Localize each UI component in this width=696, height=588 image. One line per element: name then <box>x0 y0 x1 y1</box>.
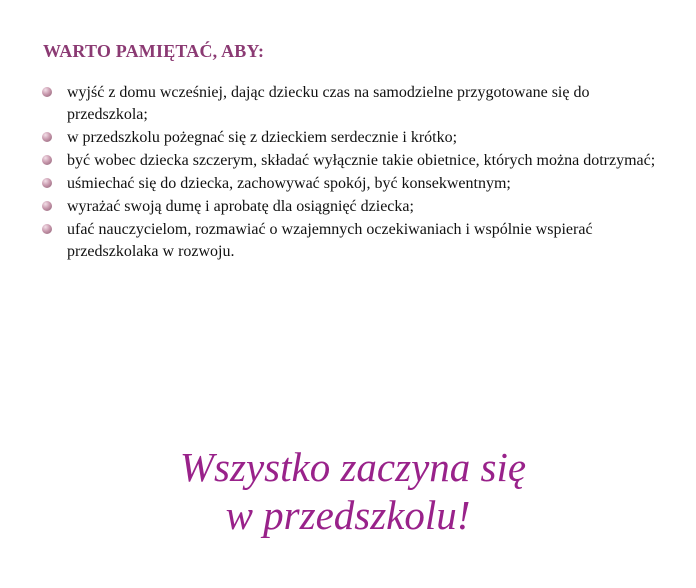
list-item <box>42 150 662 172</box>
list-item <box>42 173 662 195</box>
pearl-bullet-icon <box>42 178 52 188</box>
pearl-bullet-icon <box>42 155 52 165</box>
section-heading: WARTO PAMIĘTAĆ, ABY: <box>43 41 265 61</box>
slogan-line-1: Wszystko zaczyna się <box>179 444 527 490</box>
list-item-text: ufać nauczycielom, rozmawiać o wzajemnych oczekiwaniach i wspólnie wspierać przedszkolaka w rozwoju. <box>67 221 593 260</box>
advice-list <box>42 82 662 264</box>
list-item <box>42 127 662 149</box>
list-item-text: wyrażać swoją dumę i aprobatę dla osiągnięć dziecka; <box>67 198 414 215</box>
list-item <box>42 82 662 126</box>
list-item <box>42 219 662 263</box>
list-item <box>42 196 662 218</box>
pearl-bullet-icon <box>42 201 52 211</box>
pearl-bullet-icon <box>42 87 52 97</box>
list-item-text: uśmiechać się do dziecka, zachowywać spokój, być konsekwentnym; <box>67 175 511 192</box>
slogan <box>0 443 696 539</box>
slogan-line-2: w przedszkolu! <box>225 492 471 538</box>
list-item-text: być wobec dziecka szczerym, składać wyłącznie takie obietnice, których można dotrzymać; <box>67 152 656 169</box>
list-item-text: wyjść z domu wcześniej, dając dziecku czas na samodzielne przygotowane się do przedszkola; <box>67 84 590 123</box>
pearl-bullet-icon <box>42 224 52 234</box>
list-item-text: w przedszkolu pożegnać się z dzieckiem serdecznie i krótko; <box>67 129 458 146</box>
pearl-bullet-icon <box>42 132 52 142</box>
